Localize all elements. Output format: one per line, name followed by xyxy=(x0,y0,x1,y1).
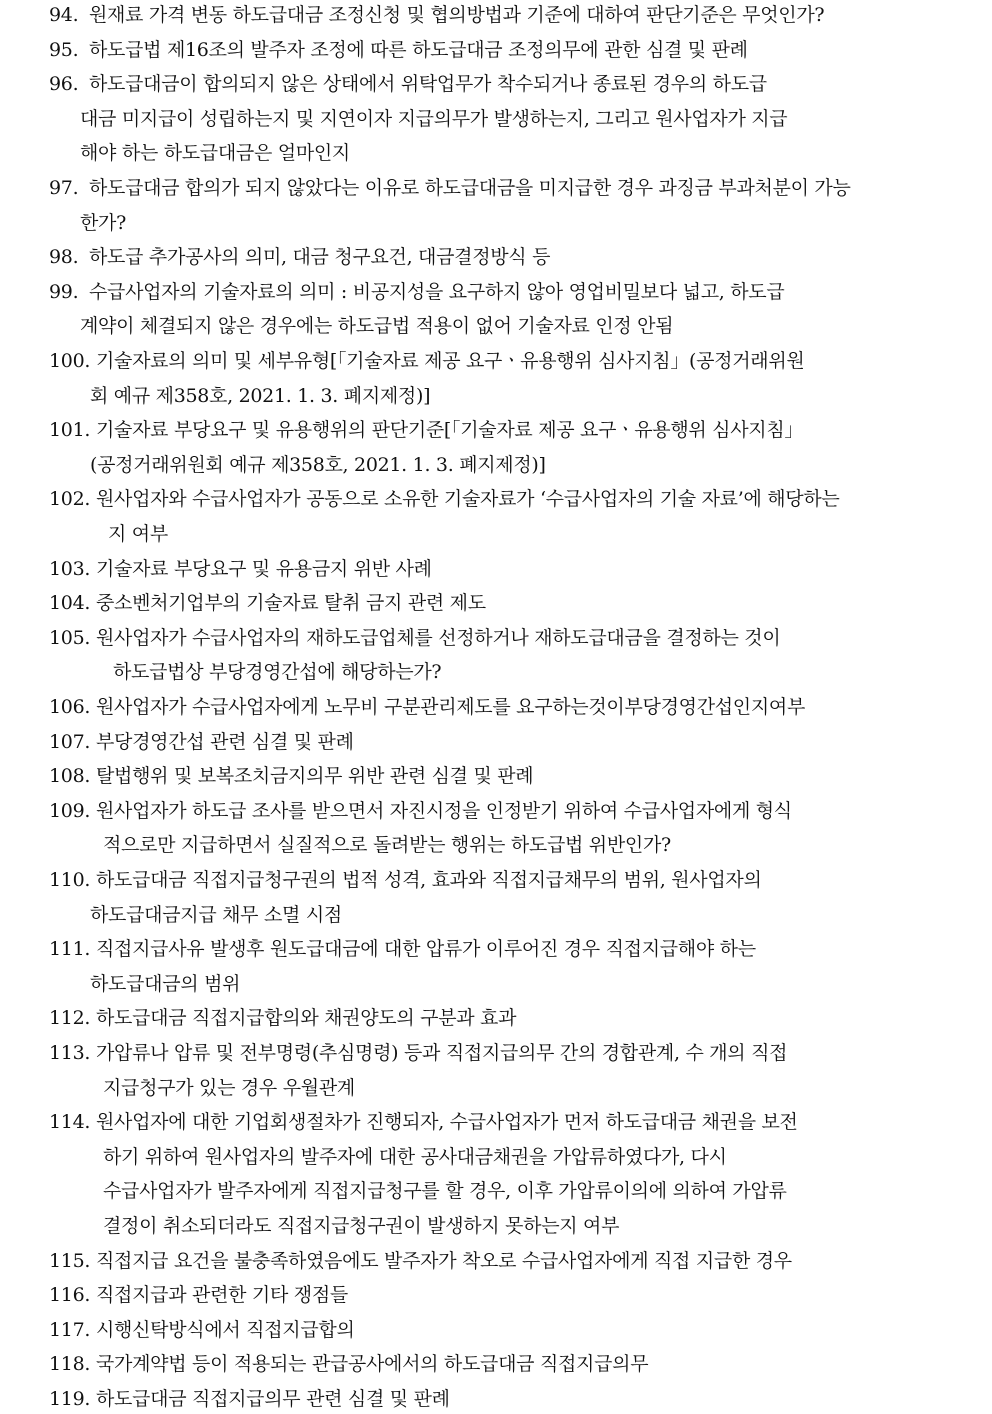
item-number: 111. xyxy=(49,938,91,961)
item-number: 114. xyxy=(49,1111,91,1134)
item-number: 96. xyxy=(49,73,79,96)
item-number: 112. xyxy=(49,1007,91,1030)
item-text: 하도급대금 직접지급청구권의 법적 성격, 효과와 직접지급채무의 범위, 원사업자의 xyxy=(96,869,762,891)
item-number: 98. xyxy=(49,246,79,269)
item-number: 107. xyxy=(49,730,91,753)
item-text: 직접지급과 관련한 기타 쟁점들 xyxy=(96,1284,348,1307)
item-text: 하도급대금 직접지급의무 관련 심결 및 판례 xyxy=(96,1388,450,1410)
item-number: 110. xyxy=(49,869,91,891)
item-text: 기술자료 부당요구 및 유용행위의 판단기준[「기술자료 제공 요구ㆍ유용행위 심사지침」 xyxy=(96,419,804,442)
item-text: 하도급대금 합의가 되지 않았다는 이유로 하도급대금을 미지급한 경우 과징금 부과처분이 가능 xyxy=(89,177,851,199)
item-number: 118. xyxy=(49,1353,91,1376)
item-text: 원사업자가 수급사업자의 재하도급업체를 선정하거나 재하도급대금을 결정하는 것이 xyxy=(96,626,781,649)
item-text: 원사업자에 대한 기업회생절차가 진행되자, 수급사업자가 먼저 하도급대금 채권을 보전 xyxy=(96,1111,798,1134)
item-number: 117. xyxy=(49,1318,91,1341)
item-text: 중소벤처기업부의 기술자료 탈취 금지 관련 제도 xyxy=(96,592,486,615)
item-text: 부당경영간섭 관련 심결 및 판례 xyxy=(96,730,354,753)
item-text: 시행신탁방식에서 직접지급합의 xyxy=(96,1318,355,1341)
item-number: 99. xyxy=(49,280,79,303)
item-text: 계약이 체결되지 않은 경우에는 하도급법 적용이 없어 기술자료 인정 안됨 xyxy=(80,315,674,338)
item-number: 97. xyxy=(49,177,79,199)
item-text: 하기 위하여 원사업자의 발주자에 대한 공사대금채권을 가압류하였다가, 다시 xyxy=(103,1145,727,1168)
item-number: 119. xyxy=(49,1388,91,1410)
item-text: 하도급대금지급 채무 소멸 시점 xyxy=(90,903,342,926)
item-text: 한가? xyxy=(80,211,126,234)
item-number: 105. xyxy=(49,626,91,649)
item-number: 100. xyxy=(49,350,91,372)
item-text: 원사업자와 수급사업자가 공동으로 소유한 기술자료가 ‘수급사업자의 기술 자료’에 해당하는 xyxy=(96,488,840,511)
item-text: 원사업자가 하도급 조사를 받으면서 자진시정을 인정받기 위하여 수급사업자에게 형식 xyxy=(96,799,792,822)
item-text: 대금 미지급이 성립하는지 및 지연이자 지급의무가 발생하는지, 그리고 원사업자가 지급 xyxy=(80,107,788,130)
item-number: 102. xyxy=(49,488,91,511)
item-number: 115. xyxy=(49,1249,91,1272)
item-text: 지 여부 xyxy=(108,523,168,545)
item-text: 직접지급사유 발생후 원도급대금에 대한 압류가 이루어진 경우 직접지급해야 하는 xyxy=(96,938,756,961)
item-number: 94. xyxy=(49,4,79,26)
item-text: 하도급법상 부당경영간섭에 해당하는가? xyxy=(113,661,442,684)
item-number: 95. xyxy=(49,38,79,61)
item-text: 수급사업자의 기술자료의 의미 : 비공지성을 요구하지 않아 영업비밀보다 넓고, 하도급 xyxy=(89,280,785,303)
item-text: (공정거래위원회 예규 제358호, 2021. 1. 3. 폐지제정)] xyxy=(90,453,546,476)
item-text: 원사업자가 수급사업자에게 노무비 구분관리제도를 요구하는것이부당경영간섭인지여부 xyxy=(96,696,806,718)
item-text: 하도급대금이 합의되지 않은 상태에서 위탁업무가 착수되거나 종료된 경우의 하도급 xyxy=(89,73,767,96)
item-number: 101. xyxy=(49,419,91,442)
item-text: 해야 하는 하도급대금은 얼마인지 xyxy=(80,142,350,165)
item-number: 103. xyxy=(49,557,91,580)
item-text: 적으로만 지급하면서 실질적으로 돌려받는 행위는 하도급법 위반인가? xyxy=(103,834,671,857)
item-number: 104. xyxy=(49,592,91,615)
item-text: 지급청구가 있는 경우 우월관계 xyxy=(103,1076,355,1099)
item-text: 하도급법 제16조의 발주자 조정에 따른 하도급대금 조정의무에 관한 심결 및 판례 xyxy=(89,38,748,61)
item-text: 기술자료의 의미 및 세부유형[「기술자료 제공 요구ㆍ유용행위 심사지침」(공정거래위원 xyxy=(96,350,805,372)
item-text: 결정이 취소되더라도 직접지급청구권이 발생하지 못하는지 여부 xyxy=(103,1215,620,1237)
item-text: 회 예규 제358호, 2021. 1. 3. 폐지제정)] xyxy=(90,384,431,407)
item-number: 106. xyxy=(49,696,91,718)
item-number: 108. xyxy=(49,765,91,788)
item-number: 116. xyxy=(49,1284,91,1307)
item-text: 수급사업자가 발주자에게 직접지급청구를 할 경우, 이후 가압류이의에 의하여 가압류 xyxy=(103,1180,787,1203)
item-text: 하도급 추가공사의 의미, 대금 청구요건, 대금결정방식 등 xyxy=(89,246,551,269)
item-text: 하도급대금 직접지급합의와 채권양도의 구분과 효과 xyxy=(96,1007,517,1030)
item-text: 원재료 가격 변동 하도급대금 조정신청 및 협의방법과 기준에 대하여 판단기준은 무엇인가? xyxy=(89,4,825,26)
item-text: 국가계약법 등이 적용되는 관급공사에서의 하도급대금 직접지급의무 xyxy=(96,1353,649,1376)
item-text: 하도급대금의 범위 xyxy=(90,972,241,995)
item-text: 기술자료 부당요구 및 유용금지 위반 사례 xyxy=(96,557,432,580)
item-number: 113. xyxy=(49,1042,91,1064)
item-text: 가압류나 압류 및 전부명령(추심명령) 등과 직접지급의무 간의 경합관계, 수 개의 직접 xyxy=(96,1042,788,1064)
item-number: 109. xyxy=(49,799,91,822)
item-text: 탈법행위 및 보복조치금지의무 위반 관련 심결 및 판례 xyxy=(96,765,534,788)
item-text: 직접지급 요건을 불충족하였음에도 발주자가 착오로 수급사업자에게 직접 지급한 경우 xyxy=(96,1249,792,1272)
